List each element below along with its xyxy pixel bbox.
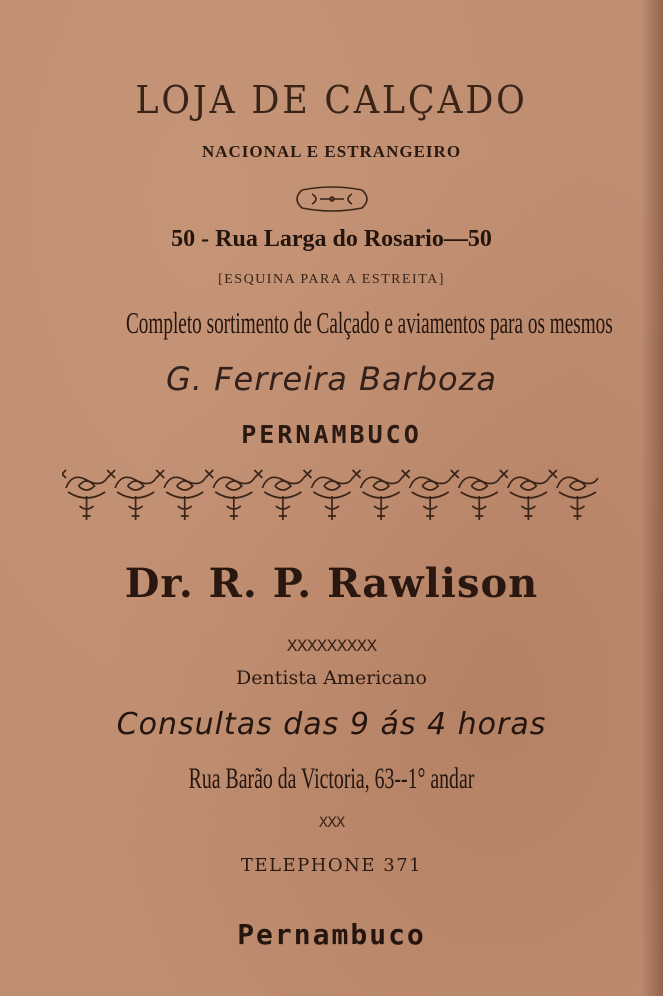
flourish-border-icon xyxy=(0,466,663,532)
shop-subtitle: NACIONAL E ESTRANGEIRO xyxy=(201,142,462,161)
shop-title: LOJA DE CALÇADO xyxy=(135,78,528,122)
scroll-ornament-icon xyxy=(0,182,663,216)
shop-corner-note: [ESQUINA PARA A ESTREITA] xyxy=(218,272,445,287)
dentist-hours: Consultas das 9 ás 4 horas xyxy=(116,707,547,742)
shop-description: Completo sortimento de Calçado e aviamentos para os mesmos xyxy=(125,305,613,340)
shop-city: PERNAMBUCO xyxy=(241,420,422,449)
dentist-name: Dr. R. P. Rawlison xyxy=(124,560,539,607)
dentist-phone: TELEPHONE 371 xyxy=(240,855,423,876)
dentist-title: Dentista Americano xyxy=(236,667,427,689)
dentist-city: Pernambuco xyxy=(237,918,426,951)
shop-owner-name: G. Ferreira Barboza xyxy=(165,360,498,398)
dentist-address: Rua Barão da Victoria, 63--1° andar xyxy=(188,762,475,795)
small-cross-ornament: XXX xyxy=(318,815,345,831)
cross-ornament: XXXXXXXXX xyxy=(286,636,377,655)
shop-address: 50 - Rua Larga do Rosario—50 xyxy=(171,226,492,252)
